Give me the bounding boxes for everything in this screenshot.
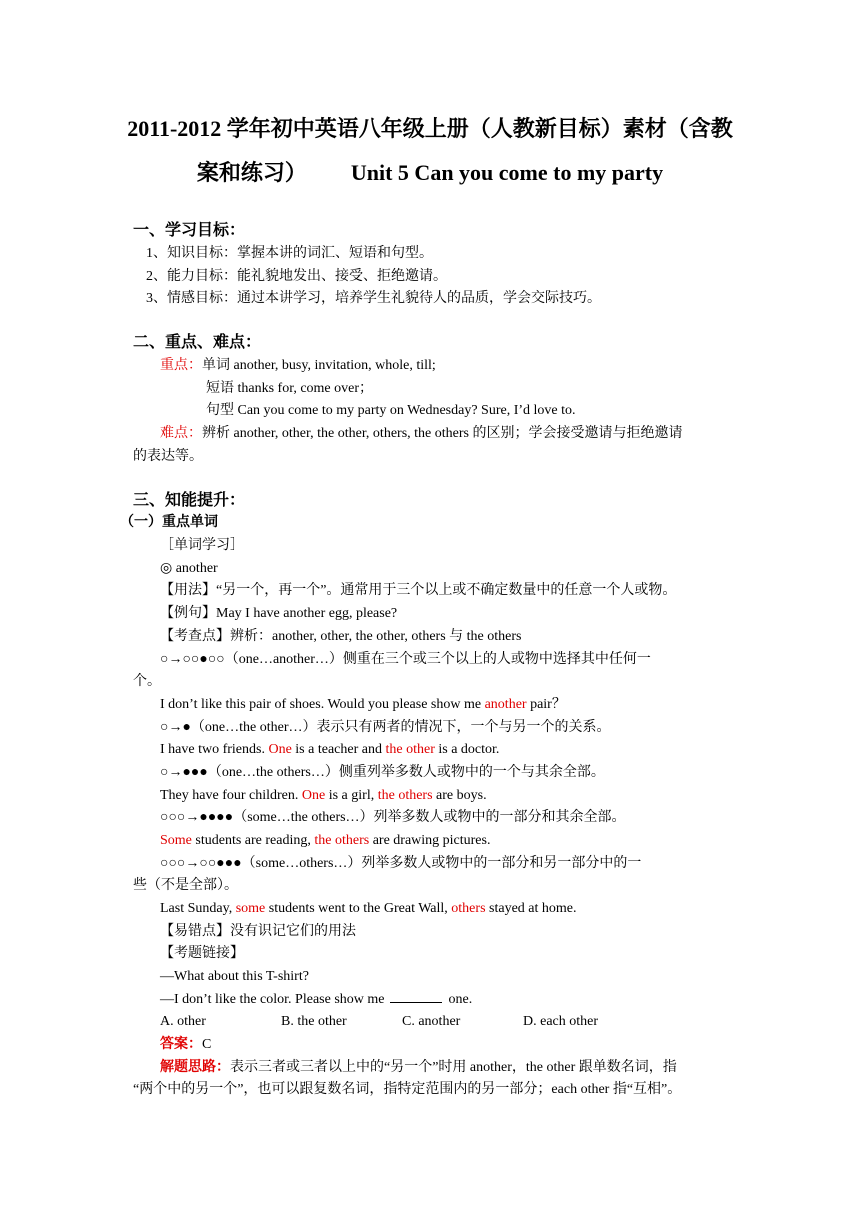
option-c: C. another [402, 1014, 461, 1029]
text: students are reading, [191, 833, 315, 848]
text: I have two friends. [160, 742, 269, 757]
highlight: the other [385, 742, 435, 757]
exam-point-line: 【考查点】辨析：another, other, the other, others 与 the others [160, 629, 522, 644]
answer-options [160, 1012, 598, 1032]
highlight: One [268, 742, 292, 757]
text: —I don’t like the color. Please show me [160, 992, 385, 1007]
section1-heading: 一、学习目标： [133, 222, 246, 239]
rule-5-cont: 些（不是全部）。 [133, 878, 238, 893]
section2-heading: 二、重点、难点： [133, 334, 262, 351]
text: is a teacher and [291, 742, 386, 757]
question-line-1: —What about this T-shirt? [160, 969, 309, 984]
diff-label: 难点： [160, 426, 202, 441]
idea-label: 解题思路： [160, 1060, 230, 1075]
document-title-line2 [120, 158, 740, 188]
rule-3: ○→●●●（one…the others…）侧重列举多数人或物中的一个与其余全部。 [160, 765, 605, 780]
text: students went to the Great Wall, [265, 901, 452, 916]
subsection-heading: （一）重点单词 [120, 515, 218, 530]
example-3 [160, 786, 487, 806]
rule-2: ○→●（one…the other…）表示只有两者的情况下，一个与另一个的关系。 [160, 720, 611, 735]
text: is a doctor. [434, 742, 500, 757]
text: are boys. [432, 788, 487, 803]
document-title-line1: 2011-2012 学年初中英语八年级上册（人教新目标）素材（含教 [127, 116, 733, 141]
rule-1-cont: 个。 [133, 674, 161, 689]
text: Last Sunday, [160, 901, 236, 916]
text: is a girl, [325, 788, 378, 803]
difficult-points [160, 424, 682, 444]
highlight: the others [314, 833, 370, 848]
example-1 [160, 695, 566, 715]
goal-item: 1、知识目标：掌握本讲的词汇、短语和句型。 [146, 246, 433, 261]
exam-link-label: 【考题链接】 [160, 946, 244, 961]
solution-idea-cont: “两个中的另一个”，也可以跟复数名词，指特定范围内的另一部分；each other 指“互相”。 [133, 1082, 682, 1097]
answer-line [160, 1035, 211, 1055]
difficult-points-cont: 的表达等。 [133, 449, 203, 464]
goal-item: 3、情感目标：通过本讲学习，培养学生礼貌待人的品质，学会交际技巧。 [146, 291, 601, 306]
solution-idea [160, 1058, 677, 1078]
text: I don’t like this pair of shoes. Would you please show me [160, 697, 485, 712]
answer-value: C [202, 1037, 212, 1052]
idea-text: 表示三者或三者以上中的“另一个”时用 another，the other 跟单数名词，指 [230, 1060, 677, 1075]
word-study-label: ［单词学习］ [160, 538, 244, 553]
option-a: A. other [160, 1014, 206, 1029]
rule-5: ○○○→○○●●●（some…others…）列举多数人或物中的一部分和另一部分中的一 [160, 856, 642, 871]
answer-blank [390, 990, 442, 1003]
key-points-sentence: 句型 Can you come to my party on Wednesday? Sure, I’d love to. [206, 403, 576, 418]
key-label: 重点： [160, 358, 202, 373]
highlight: One [301, 788, 326, 803]
title-part-a: 案和练习） [196, 160, 307, 185]
highlight: others [451, 901, 486, 916]
usage-line: 【用法】“另一个，再一个”。通常用于三个以上或不确定数量中的任意一个人或物。 [160, 583, 677, 598]
text: pair？ [526, 697, 566, 712]
answer-label: 答案： [160, 1037, 202, 1052]
text: stayed at home. [485, 901, 577, 916]
text: are drawing pictures. [369, 833, 491, 848]
goal-item: 2、能力目标：能礼貌地发出、接受、拒绝邀请。 [146, 269, 447, 284]
highlight: another [484, 697, 527, 712]
rule-1: ○→○○●○○（one…another…）侧重在三个或三个以上的人或物中选择其中任何一 [160, 652, 651, 667]
highlight: the others [377, 788, 433, 803]
key-words: 单词 another, busy, invitation, whole, till; [202, 358, 436, 373]
key-points-words [160, 356, 436, 376]
example-line: 【例句】May I have another egg, please? [160, 606, 398, 621]
mistake-line: 【易错点】没有识记它们的用法 [160, 924, 356, 939]
text: one. [448, 992, 473, 1007]
section3-heading: 三、知能提升： [133, 492, 246, 509]
example-4 [160, 831, 490, 851]
text: They have four children. [160, 788, 302, 803]
key-points-phrases: 短语 thanks for, come over； [206, 381, 374, 396]
option-d: D. each other [523, 1014, 599, 1029]
highlight: Some [160, 833, 192, 848]
question-line-2 [160, 990, 472, 1010]
rule-4: ○○○→●●●●（some…the others…）列举多数人或物中的一部分和其余全部。 [160, 810, 626, 825]
option-b: B. the other [281, 1014, 347, 1029]
highlight: some [235, 901, 266, 916]
example-2 [160, 740, 499, 760]
title-part-b: Unit 5 Can you come to my party [350, 160, 664, 185]
target-word: ◎ another [160, 561, 218, 576]
diff-text: 辨析 another, other, the other, others, the others 的区别；学会接受邀请与拒绝邀请 [202, 426, 683, 441]
example-5 [160, 899, 577, 919]
